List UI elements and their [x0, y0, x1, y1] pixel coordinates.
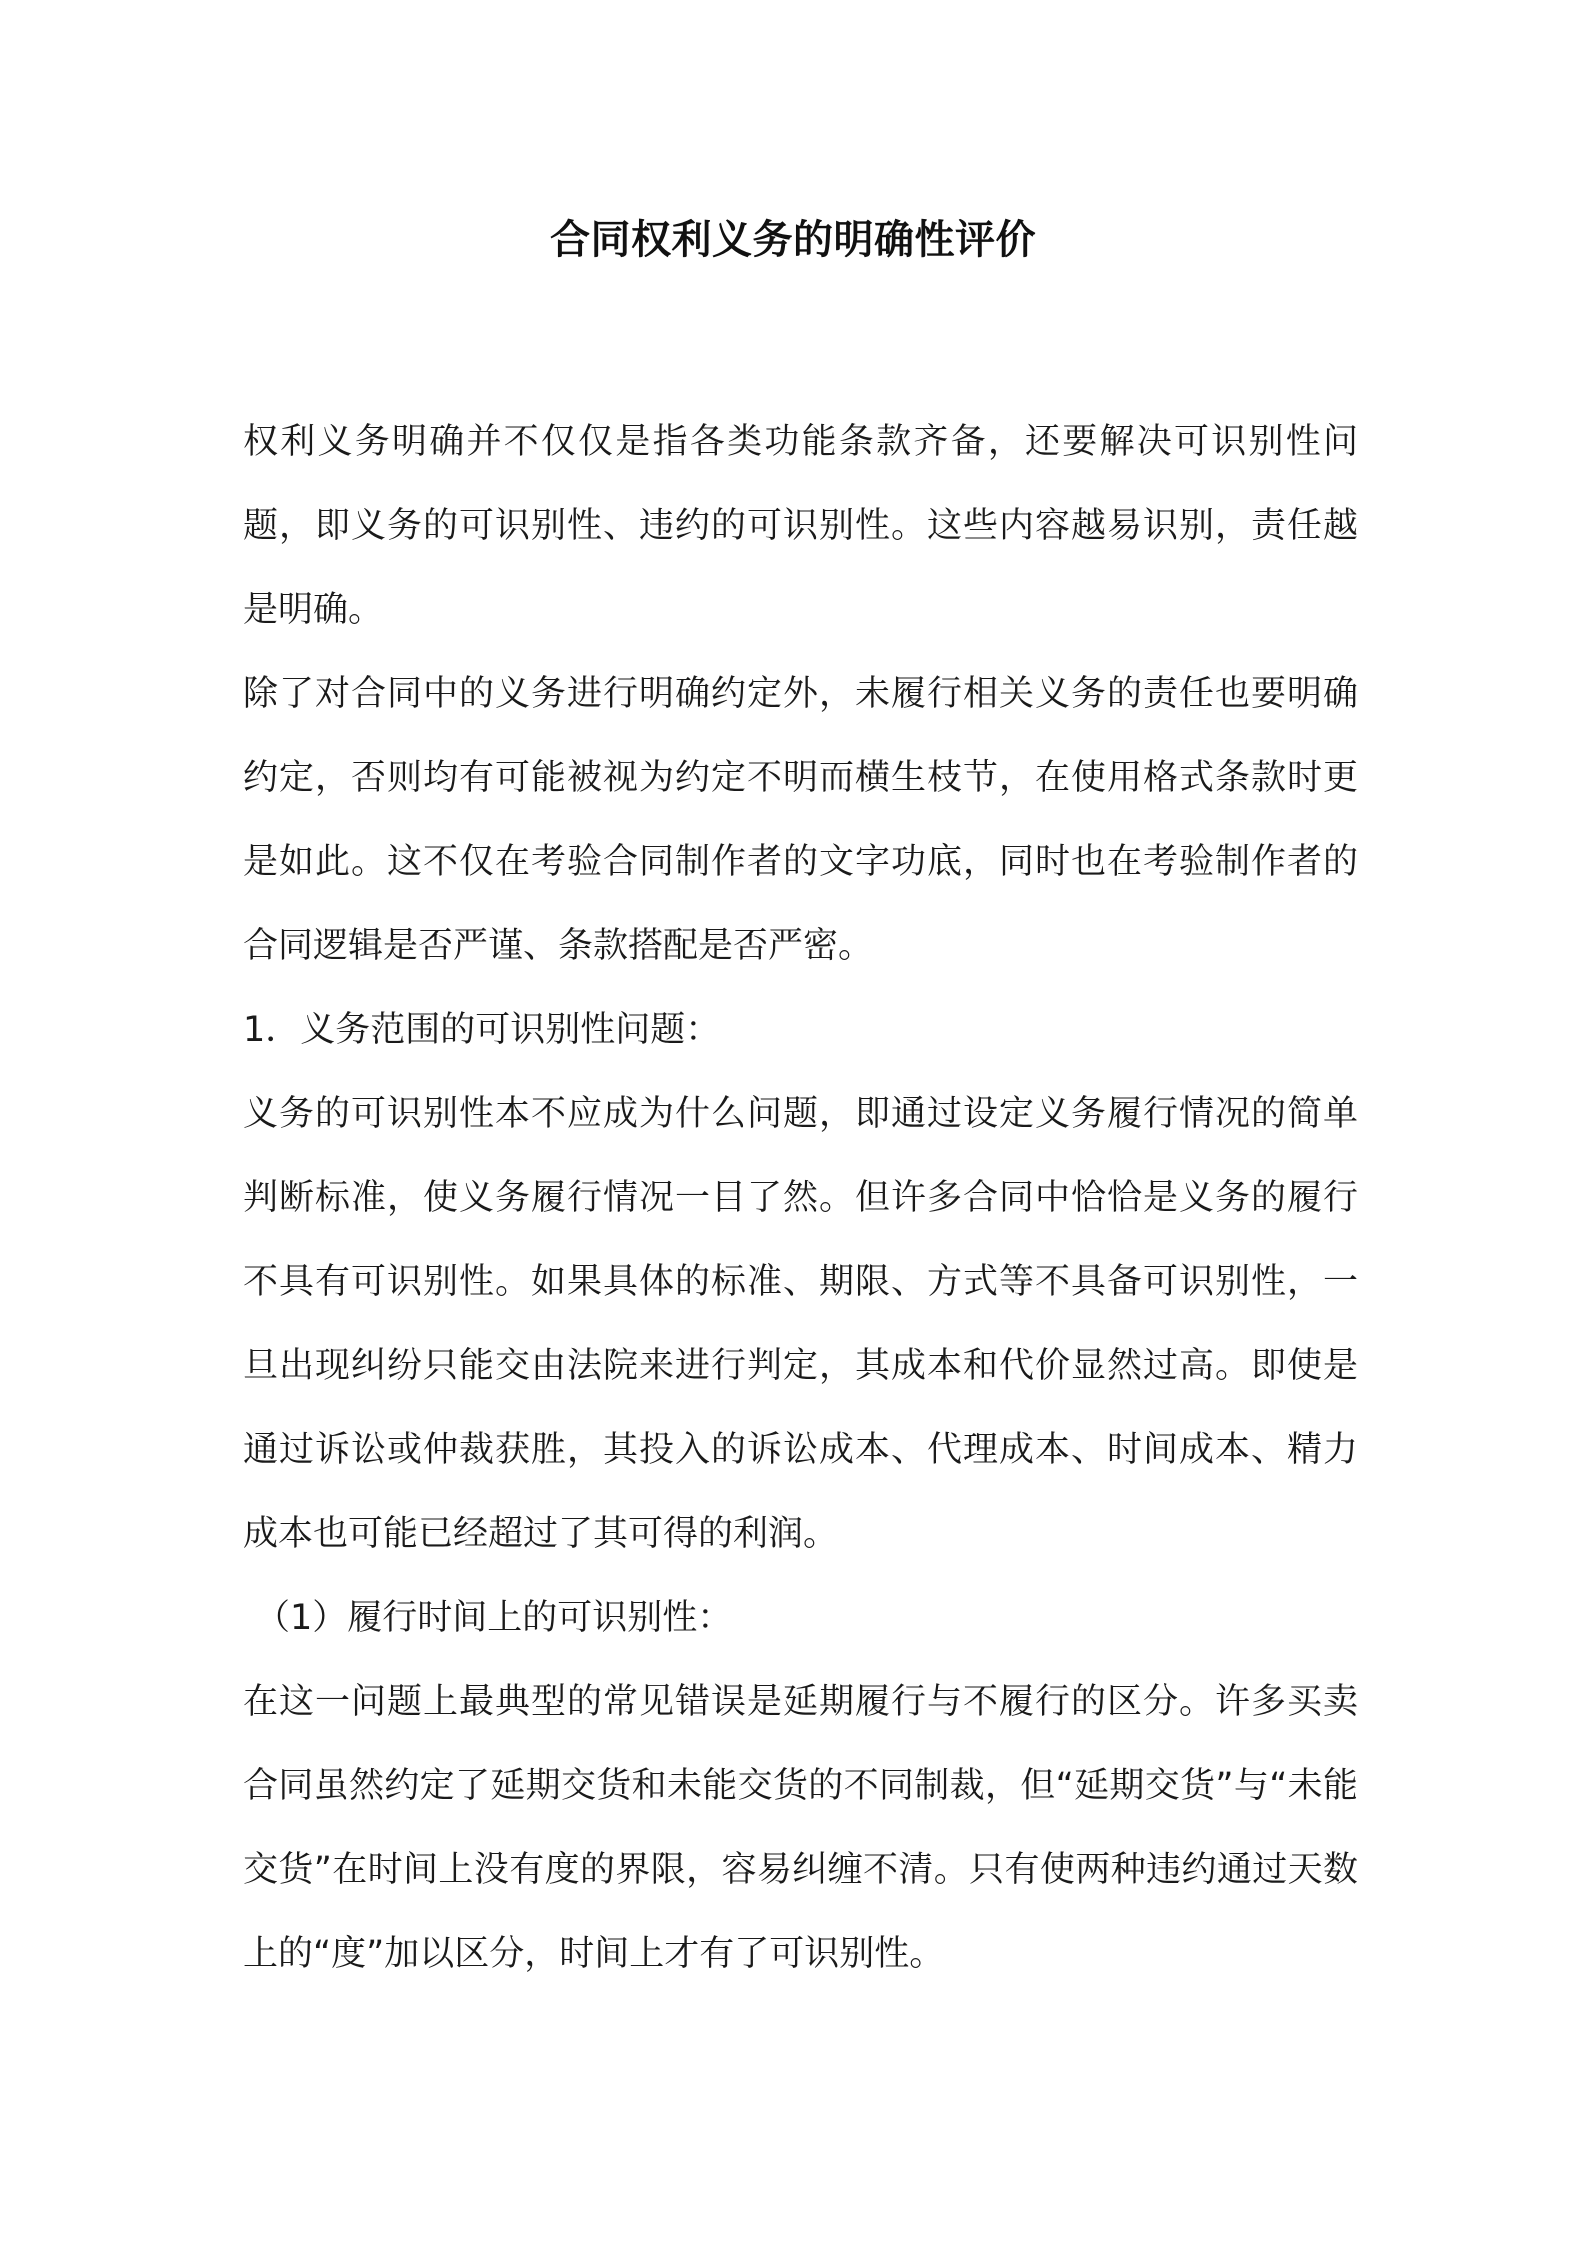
section-heading-obligation-scope: 1．义务范围的可识别性问题： — [243, 1010, 721, 1050]
subsection-heading-time: （1）履行时间上的可识别性： — [255, 1598, 733, 1638]
paragraph-liability: 除了对合同中的义务进行明确约定外，未履行相关义务的责任也要明确约定，否则均有可能被视为约定不明而横生枝节，在使用格式条款时更是如此。这不仅在考验合同制作者的文字功底，同时也在考验制作者的合同逻辑是否严谨、条款搭配是否严密。 — [243, 674, 1358, 966]
paragraph-time-identifiability: 在这一问题上最典型的常见错误是延期履行与不履行的区分。许多买卖合同虽然约定了延期交货和未能交货的不同制裁，但“延期交货”与“未能交货”在时间上没有度的界限，容易纠缠不清。只有使两种违约通过天数上的“度”加以区分，时间上才有了可识别性。 — [243, 1682, 1358, 1974]
document-body — [243, 400, 1358, 1996]
document-title: 合同权利义务的明确性评价 — [550, 217, 1036, 263]
paragraph-obligation-identifiability: 义务的可识别性本不应成为什么问题，即通过设定义务履行情况的简单判断标准，使义务履行情况一目了然。但许多合同中恰恰是义务的履行不具有可识别性。如果具体的标准、期限、方式等不具备可识别性，一旦出现纠纷只能交由法院来进行判定，其成本和代价显然过高。即使是通过诉讼或仲裁获胜，其投入的诉讼成本、代理成本、时间成本、精力成本也可能已经超过了其可得的利润。 — [243, 1094, 1358, 1554]
paragraph-rights-obligations: 权利义务明确并不仅仅是指各类功能条款齐备，还要解决可识别性问题，即义务的可识别性、违约的可识别性。这些内容越易识别，责任越是明确。 — [243, 422, 1358, 630]
